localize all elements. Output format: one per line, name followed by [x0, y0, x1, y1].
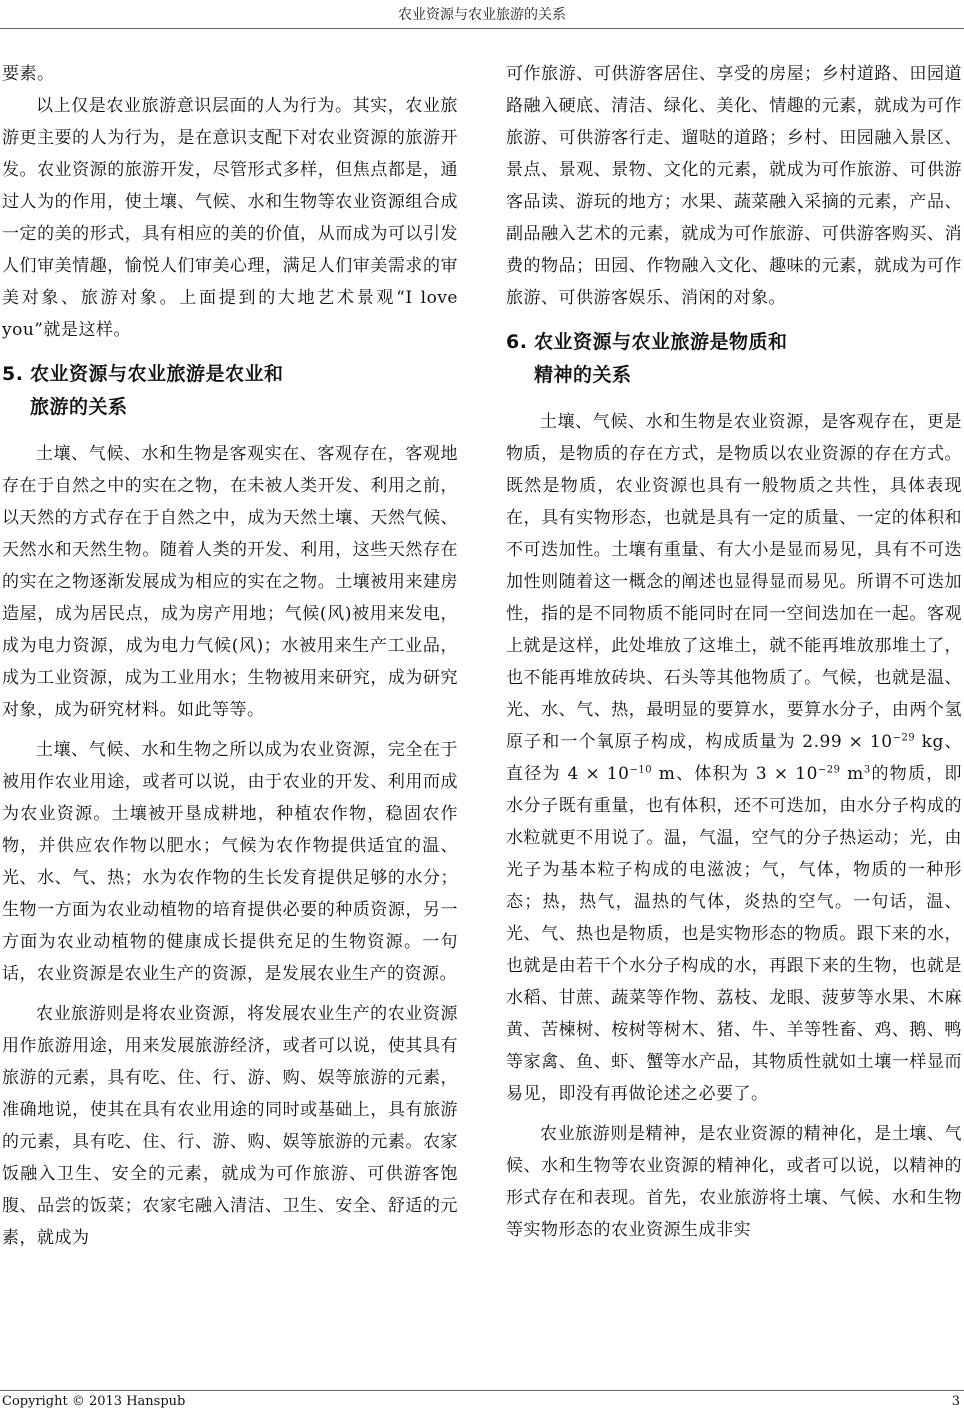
footer-rule	[0, 1390, 964, 1391]
paragraph: 要素。	[2, 64, 55, 84]
section-heading-6	[506, 326, 962, 392]
paragraph: 土壤、气候、水和生物是客观实在、客观存在，客观地存在于自然之中的实在之物，在未被人类开发、利用之前，以天然的方式存在于自然之中，成为天然土壤、天然气候、天然水和天然生物。随着人类的开发、利用，这些天然存在的实在之物逐渐发展成为相应的实在之物。土壤被用来建房造屋，成为居民点，成为房产用地；气候(风)被用来发电，成为电力资源，成为电力气候(风)；水被用来生产工业品，成为工业资源，成为工业用水；生物被用来研究，成为研究对象，成为研究材料。如此等等。	[2, 444, 458, 720]
section-title-line2: 精神的关系	[534, 364, 632, 386]
paragraph: 农业旅游则是精神，是农业资源的精神化，是土壤、气候、水和生物等农业资源的精神化，或者可以说，以精神的形式存在和表现。首先，农业旅游将土壤、气候、水和生物等实物形态的农业资源生成非实	[506, 1124, 962, 1240]
exponent: −29	[892, 732, 916, 744]
section-title-line1: 农业资源与农业旅游是农业和	[30, 363, 284, 385]
section-number: 5.	[2, 363, 24, 385]
paragraph: 以上仅是农业旅游意识层面的人为行为。其实，农业旅游更主要的人为行为，是在意识支配下对农业资源的旅游开发。农业资源的旅游开发，尽管形式多样，但焦点都是，通过人为的作用，使土壤、气候、水和生物等农业资源组合成一定的美的形式，具有相应的美的价值，从而成为可以引发人们审美情趣，愉悦人们审美心理，满足人们审美需求的审美对象、旅游对象。上面提到的大地艺术景观“I love you”就是这样。	[2, 96, 458, 340]
page-number: 3	[951, 1394, 960, 1409]
section-title-line1: 农业资源与农业旅游是物质和	[534, 331, 788, 353]
exponent: −29	[817, 764, 841, 776]
section-title-line2: 旅游的关系	[30, 396, 128, 418]
section-heading-5	[2, 358, 458, 424]
text-run: kg、直径为 4 × 10	[506, 732, 962, 784]
text-run: m、体积为 3 × 10	[652, 764, 818, 784]
copyright-notice: Copyright © 2013 Hanspub	[2, 1394, 186, 1409]
section-number: 6.	[506, 331, 528, 353]
paragraph	[506, 406, 962, 1110]
paragraph: 可作旅游、可供游客居住、享受的房屋；乡村道路、田园道路融入硬底、清洁、绿化、美化、情趣的元素，就成为可作旅游、可供游客行走、遛哒的道路；乡村、田园融入景区、景点、景观、景物、文化的元素，就成为可作旅游、可供游客品读、游玩的地方；水果、蔬菜融入采摘的元素，产品、副品融入艺术的元素，就成为可作旅游、可供游客购买、消费的物品；田园、作物融入文化、趣味的元素，就成为可作旅游、可供游客娱乐、消闲的对象。	[506, 64, 962, 308]
exponent: 3	[863, 764, 871, 776]
left-column	[2, 58, 458, 1254]
exponent: −10	[629, 764, 653, 776]
paragraph: 农业旅游则是将农业资源，将发展农业生产的农业资源用作旅游用途，用来发展旅游经济，或者可以说，使其具有旅游的元素，具有吃、住、行、游、购、娱等旅游的元素，准确地说，使其在具有农业用途的同时或基础上，具有旅游的元素，具有吃、住、行、游、购、娱等旅游的元素。农家饭融入卫生、安全的元素，就成为可作旅游、可供游客饱腹、品尝的饭菜；农家宅融入清洁、卫生、安全、舒适的元素，就成为	[2, 1004, 458, 1248]
paragraph: 土壤、气候、水和生物之所以成为农业资源，完全在于被用作农业用途，或者可以说，由于农业的开发、利用而成为农业资源。土壤被开垦成耕地，种植农作物，稳固农作物，并供应农作物以肥水；气候为农作物提供适宜的温、光、水、气、热；水为农作物的生长发育提供足够的水分；生物一方面为农业动植物的培育提供必要的种质资源，另一方面为农业动植物的健康成长提供充足的生物资源。一句话，农业资源是农业生产的资源，是发展农业生产的资源。	[2, 740, 458, 984]
text-run: 的物质，即水分子既有重量，也有体积，还不可迭加，由水分子构成的水粒就更不用说了。温，气温，空气的分子热运动；光，由光子为基本粒子构成的电滋波；气，气体，物质的一种形态；热，热气，温热的气体，炎热的空气。一句话，温、光、气、热也是物质，也是实物形态的物质。跟下来的水，也就是由若干个水分子构成的水，再跟下来的生物，也就是水稻、甘蔗、蔬菜等作物、荔枝、龙眼、菠萝等水果、木麻黄、苦楝树、桉树等树木、猪、牛、羊等牲畜、鸡、鹅、鸭等家禽、鱼、虾、蟹等水产品，其物质性就如土壤一样显而易见，即没有再做论述之必要了。	[506, 764, 963, 1104]
header-rule	[0, 28, 964, 29]
running-title: 农业资源与农业旅游的关系	[398, 7, 566, 23]
text-run: 土壤、气候、水和生物是农业资源，是客观存在，更是物质，是物质的存在方式，是物质以农业资源的存在方式。既然是物质，农业资源也具有一般物质之共性，具体表现在，具有实物形态，也就是具有一定的质量、一定的体积和不可迭加性。土壤有重量、有大小是显而易见，具有不可迭加性则随着这一概念的阐述也显得显而易见。所谓不可迭加性，指的是不同物质不能同时在同一空间迭加在一起。客观上就是这样，此处堆放了这堆土，就不能再堆放那堆土了，也不能再堆放砖块、石头等其他物质了。气候，也就是温、光、水、气、热，最明显的要算水，要算水分子，由两个氢原子和一个氧原子构成，构成质量为 2.99 × 10	[506, 412, 962, 752]
text-run: m	[840, 764, 864, 784]
right-column	[506, 58, 962, 1246]
